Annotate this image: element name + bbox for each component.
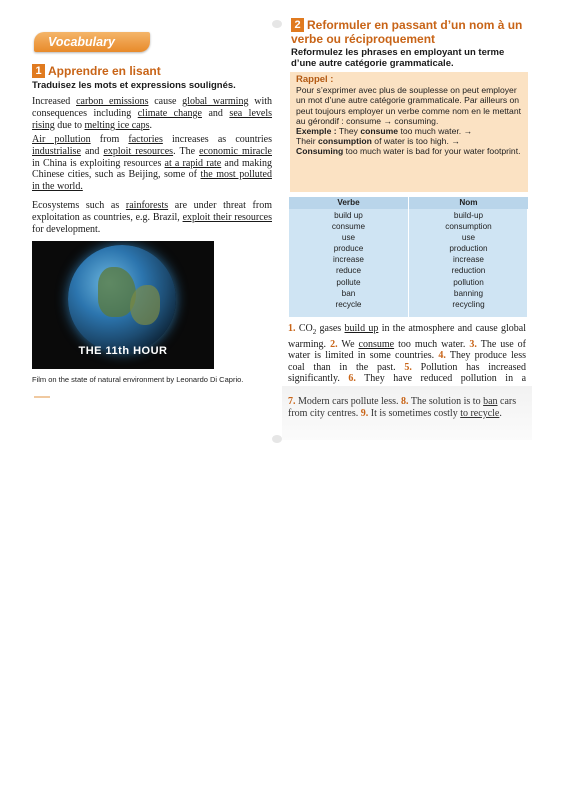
example-text: Their <box>296 136 318 147</box>
noun-cell: consumption <box>445 222 492 232</box>
exercise-number: 7. <box>288 396 296 407</box>
text-run: Ecosystems such as <box>32 200 126 211</box>
exercise-text: 2 <box>312 328 317 336</box>
verb-cell: reduce <box>335 266 362 276</box>
exercise-sentences-continued <box>288 396 524 420</box>
verb-cell: pollute <box>336 277 361 287</box>
exercise-number: 8. <box>401 396 409 407</box>
exercise-text: They have reduced pollution in a <box>364 373 527 385</box>
verb-cell: recycle <box>335 299 362 309</box>
vocab-paragraph-2 <box>32 134 272 193</box>
text-run: Increased <box>32 96 77 107</box>
exercise-text: gases <box>316 323 345 334</box>
exercise-text: CO <box>295 323 313 334</box>
exercise-text: . <box>499 408 502 419</box>
rappel-text: Pour s’exprimer avec plus de souplesse on peut employer un mot d’une autre catégorie grammaticale. Par ailleurs on peut toujours employer un verbe comme nom en le mettant au gérondif : consume → consuming. <box>296 85 521 126</box>
rappel-box <box>290 72 528 192</box>
verb-column-header: Verbe <box>289 197 408 209</box>
text-run: with consequences including <box>32 96 272 119</box>
noun-cell: production <box>449 244 488 254</box>
underlined-term: exploit resources <box>103 145 174 157</box>
noun-cell: recycling <box>452 299 485 309</box>
exercise-number: 5. <box>404 361 412 373</box>
exercise-text: The use of water is limited in some countries. <box>288 338 526 362</box>
underlined-term: industrialise <box>32 145 81 157</box>
underlined-term: ban <box>483 396 498 407</box>
section-1-number: 1 <box>32 64 45 78</box>
text-run: for development. <box>32 223 101 235</box>
exercise-number: 2. <box>330 338 338 350</box>
text-run: from <box>90 134 129 145</box>
underlined-term: rainforests <box>125 200 169 211</box>
exercise-text: cars from city centres. <box>288 396 517 419</box>
verb-cell: produce <box>333 244 364 254</box>
film-poster-image <box>32 241 214 369</box>
exercise-number: 4. <box>438 350 446 362</box>
noun-cell: use <box>461 233 476 243</box>
verb-cell: ban <box>341 288 356 298</box>
noun-cell: banning <box>453 288 484 298</box>
text-run: in China is exploiting resources <box>32 157 165 169</box>
example-text: too much water is bad for your water footprint. <box>343 146 521 157</box>
exercise-text: in the atmosphere and cause global warming. <box>288 323 526 350</box>
noun-cell: reduction <box>451 266 486 276</box>
underlined-term: carbon emissions <box>76 96 149 107</box>
section-2-title: Reformuler en passant d’un nom à un verbe ou réciproquement <box>291 18 523 46</box>
vocab-paragraph-1 <box>32 96 272 131</box>
exercise-number: 1. <box>288 323 296 334</box>
noun-column <box>409 197 528 310</box>
photo-caption: Film on the state of natural environment by Leonardo Di Caprio. <box>32 375 244 384</box>
exercise-text: We <box>337 338 359 350</box>
underlined-term: factories <box>128 134 163 145</box>
underlined-term: at a rapid rate <box>164 157 222 169</box>
text-run: and making Chinese cities, such as Beijing, some of <box>32 157 272 181</box>
binder-hole <box>272 435 282 443</box>
exercise-number: 9. <box>360 408 369 419</box>
noun-cell: build-up <box>453 211 484 220</box>
underlined-term: global warming <box>182 96 249 107</box>
underlined-term: build up <box>344 323 379 334</box>
vocab-paragraph-3 <box>32 200 272 235</box>
noun-cell: pollution <box>453 277 484 287</box>
example-keyword: consumption <box>317 136 372 147</box>
vocabulary-badge: Vocabulary <box>34 32 150 52</box>
text-run: . <box>149 119 152 131</box>
verb-cell: consume <box>331 222 366 232</box>
film-poster-title: THE 11th HOUR <box>78 345 168 357</box>
example-keyword: consume <box>360 126 399 137</box>
verb-cell: increase <box>333 255 364 265</box>
text-run: . The <box>173 145 200 157</box>
underlined-term: economic miracle <box>199 145 272 157</box>
exercise-text: too much water. <box>394 338 470 350</box>
binder-hole <box>272 20 282 28</box>
example-text: of water is too high. → <box>371 136 460 147</box>
text-run: increases as countries <box>162 134 272 145</box>
exercise-text: Modern cars pollute less. <box>295 396 402 407</box>
section-2-header <box>291 18 529 46</box>
underlined-term: the most polluted in the world. <box>32 169 272 193</box>
rappel-title: Rappel : <box>296 74 334 85</box>
underlined-term: to recycle <box>460 408 500 419</box>
example-text: too much water. → <box>398 126 473 137</box>
underlined-term: Air pollution <box>32 134 91 145</box>
decorative-divider <box>34 396 50 398</box>
underlined-term: melting ice caps <box>84 119 150 131</box>
text-run: cause <box>148 96 183 107</box>
section-1-title: Apprendre en lisant <box>48 64 161 78</box>
section-1-header <box>32 62 276 80</box>
exercise-text: Pollution has increased significantly. <box>288 361 526 385</box>
underlined-term: sea levels rising <box>32 107 273 131</box>
underlined-term: consume <box>358 338 395 350</box>
section-1-instruction: Traduisez les mots et expressions soulignés. <box>32 80 236 91</box>
noun-column-header: Nom <box>409 197 528 209</box>
exercise-text: They produce less coal than in the past. <box>288 350 527 373</box>
text-run: are under threat from exploitation as countries, e.g. Brazil, <box>32 200 272 223</box>
text-run: due to <box>54 119 85 131</box>
text-run: and <box>80 145 104 157</box>
example-keyword: Consuming <box>296 146 344 157</box>
verb-noun-table <box>289 197 527 317</box>
earth-globe-graphic <box>68 245 176 353</box>
exercise-number: 3. <box>469 338 477 350</box>
verb-cell: build up <box>334 211 363 220</box>
rappel-example <box>296 126 522 157</box>
example-text: They <box>336 126 361 137</box>
noun-cell: increase <box>453 255 484 265</box>
exercise-number: 6. <box>348 373 356 385</box>
section-2-instruction: Reformulez les phrases en employant un terme d’une autre catégorie grammaticale. <box>291 47 505 69</box>
exercise-text: It is sometimes costly <box>368 408 461 419</box>
underlined-term: climate change <box>137 107 202 119</box>
verb-cell: use <box>341 233 356 243</box>
exercise-text: The solution is to <box>408 396 484 407</box>
underlined-term: exploit their resources <box>182 211 272 223</box>
example-label: Exemple : <box>296 126 337 137</box>
text-run: and <box>201 107 230 119</box>
section-2-number: 2 <box>291 18 304 32</box>
verb-column <box>289 197 408 310</box>
